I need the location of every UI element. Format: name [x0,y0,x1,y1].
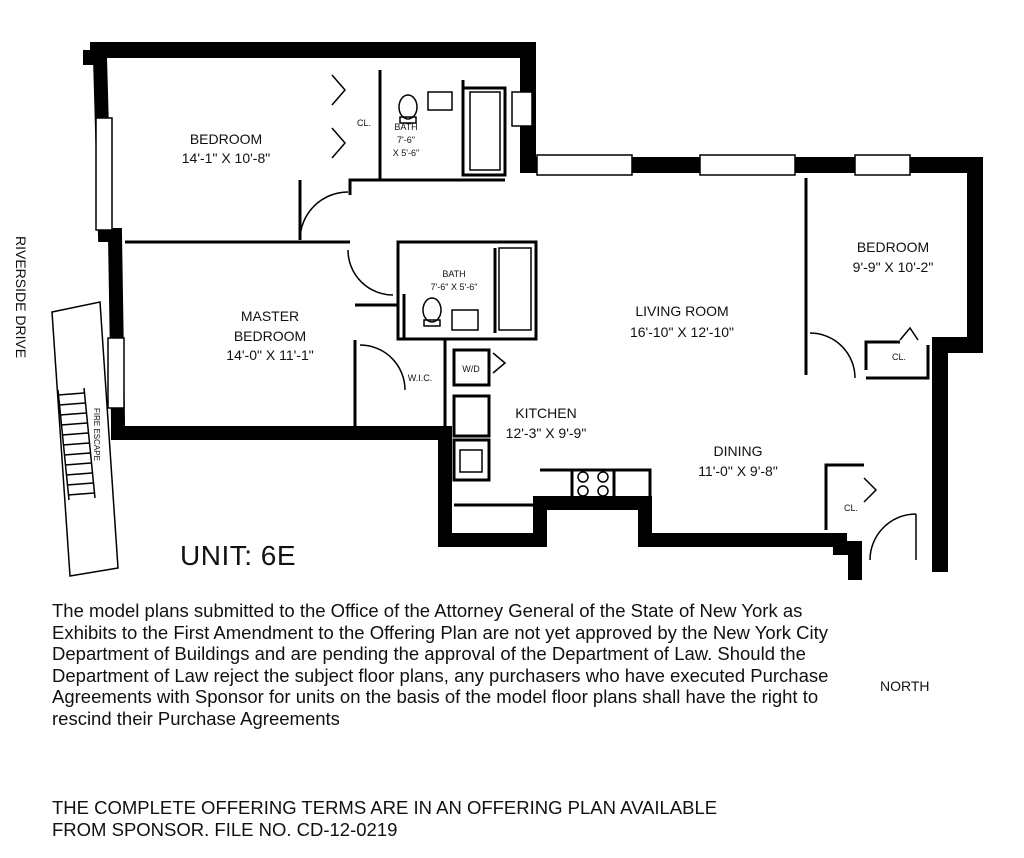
bath2-name: BATH [442,269,466,279]
street-label: RIVERSIDE DRIVE [13,236,29,359]
room-labels [182,118,934,513]
kitchen-name: KITCHEN [515,405,577,421]
bedroom2-dims: 9'-9" X 10'-2" [852,259,934,275]
bath1-name: BATH [394,122,418,132]
dining-name: DINING [713,443,763,459]
bath1-dims-line2: X 5'-6" [392,148,420,158]
wic-label: W.I.C. [407,373,433,383]
master-name-line2: BEDROOM [233,328,307,344]
bedroom1-dims: 14'-1" X 10'-8" [181,150,271,166]
bedroom2-name: BEDROOM [856,239,930,255]
wd-label: W/D [462,364,480,374]
fire-escape-label: FIRE ESCAPE [92,408,101,461]
master-dims: 14'-0" X 11'-1" [226,347,314,363]
bath2-dims: 7'-6" X 5'-6" [430,282,478,292]
closet3-label: CL. [843,503,859,513]
compass-north-label: NORTH [880,678,930,694]
master-name-line1: MASTER [240,308,300,324]
closet2-label: CL. [891,352,907,362]
bath1-dims-line1: 7'-6" [397,135,415,145]
bedroom1-name: BEDROOM [189,131,263,147]
dining-dims: 11'-0" X 9'-8" [698,463,778,479]
offering-terms-text: THE COMPLETE OFFERING TERMS ARE IN AN OFFERING PLAN AVAILABLE FROM SPONSOR. FILE NO. CD-12-0219 [52,797,718,840]
kitchen-dims: 12'-3" X 9'-9" [505,425,587,441]
disclaimer-text: The model plans submitted to the Office of the Attorney General of the State of New York as Exhibits to the First Amendment to the Offering Plan are not yet approved by the New York City Department of Buildings and are pending the approval of the Department of Law. Should the Department of Law reject the subject floor plans, any purchasers who have executed Purchase Agreements with Sponsor for units on the basis of the model floor plans shall have the right to rescind their Purchase Agreements [52,600,829,729]
living-name: LIVING ROOM [635,303,729,319]
living-dims: 16'-10" X 12'-10" [629,324,735,340]
unit-label: UNIT: 6E [180,540,297,571]
exterior-walls [90,50,975,580]
closet1-label: CL. [356,118,372,128]
